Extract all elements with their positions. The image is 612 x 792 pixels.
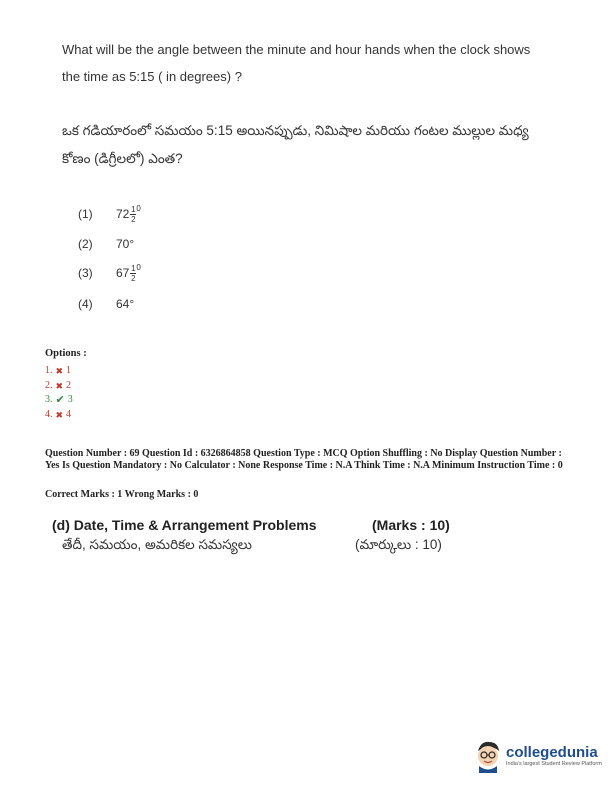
degree-symbol: 0 (136, 203, 141, 213)
option-result-4: 4. ✖ 4 (45, 408, 73, 423)
option-result-1: 1. ✖ 1 (45, 364, 73, 379)
section-marks: (Marks : 10) (372, 517, 450, 533)
section-marks-telugu: (మార్కులు : 10) (355, 537, 442, 552)
degree-symbol: 0 (136, 262, 141, 272)
fraction-numerator: 1 (131, 263, 136, 273)
question-english: What will be the angle between the minute and hour hands when the clock shows the time as 5:15 ( in degrees) ? (62, 42, 531, 84)
fraction-denominator: 2 (131, 273, 136, 283)
option-number: (1) (78, 207, 93, 221)
section-title: (d) Date, Time & Arrangement Problems (52, 517, 317, 533)
mascot-icon (473, 739, 503, 773)
option-text: 70° (116, 237, 135, 251)
cross-icon: ✖ (55, 380, 64, 391)
option-number: (4) (78, 297, 93, 311)
cross-icon: ✖ (55, 366, 64, 376)
fraction-denominator: 2 (131, 214, 136, 224)
collegedunia-logo (473, 736, 608, 776)
options-header: Options : (45, 348, 87, 359)
option-number: (2) (78, 237, 93, 251)
option-2 (78, 234, 134, 254)
option-text: 64° (116, 297, 135, 311)
section-title-telugu: తేదీ, సమయం, అమరికల సమస్యలు (62, 537, 252, 552)
fraction-numerator: 1 (131, 204, 136, 214)
check-icon: ✔ (55, 394, 65, 406)
brand-name: collegedunia (506, 744, 598, 761)
question-metadata: Question Number : 69 Question Id : 6326864858 Question Type : MCQ Option Shuffling : No Display Question Number : Yes Is Question Mandatory : No Calculator : None Response Time : N.A Think Time : N.A Minimum Instruction Time : 0 (45, 448, 563, 471)
option-whole: 72 (116, 207, 130, 221)
option-1 (78, 204, 141, 224)
option-result-3: 3. ✔ 3 (45, 394, 73, 406)
marks-line: Correct Marks : 1 Wrong Marks : 0 (45, 489, 199, 500)
option-3 (78, 263, 141, 283)
option-result-2: 2. ✖ 2 (45, 379, 73, 394)
option-results-list (45, 364, 73, 422)
question-telugu: ఒక గడియారంలో సమయం 5:15 అయినప్పుడు, నిమిషాల మరియు గంటల ముల్లుల మధ్య కోణం (డిగ్రీలలో) ఎంత? (62, 123, 529, 166)
cross-icon: ✖ (55, 409, 64, 420)
option-number: (3) (78, 266, 93, 280)
brand-tagline: India's largest Student Review Platform (506, 761, 602, 767)
option-whole: 67 (116, 266, 130, 280)
option-4 (78, 294, 134, 314)
